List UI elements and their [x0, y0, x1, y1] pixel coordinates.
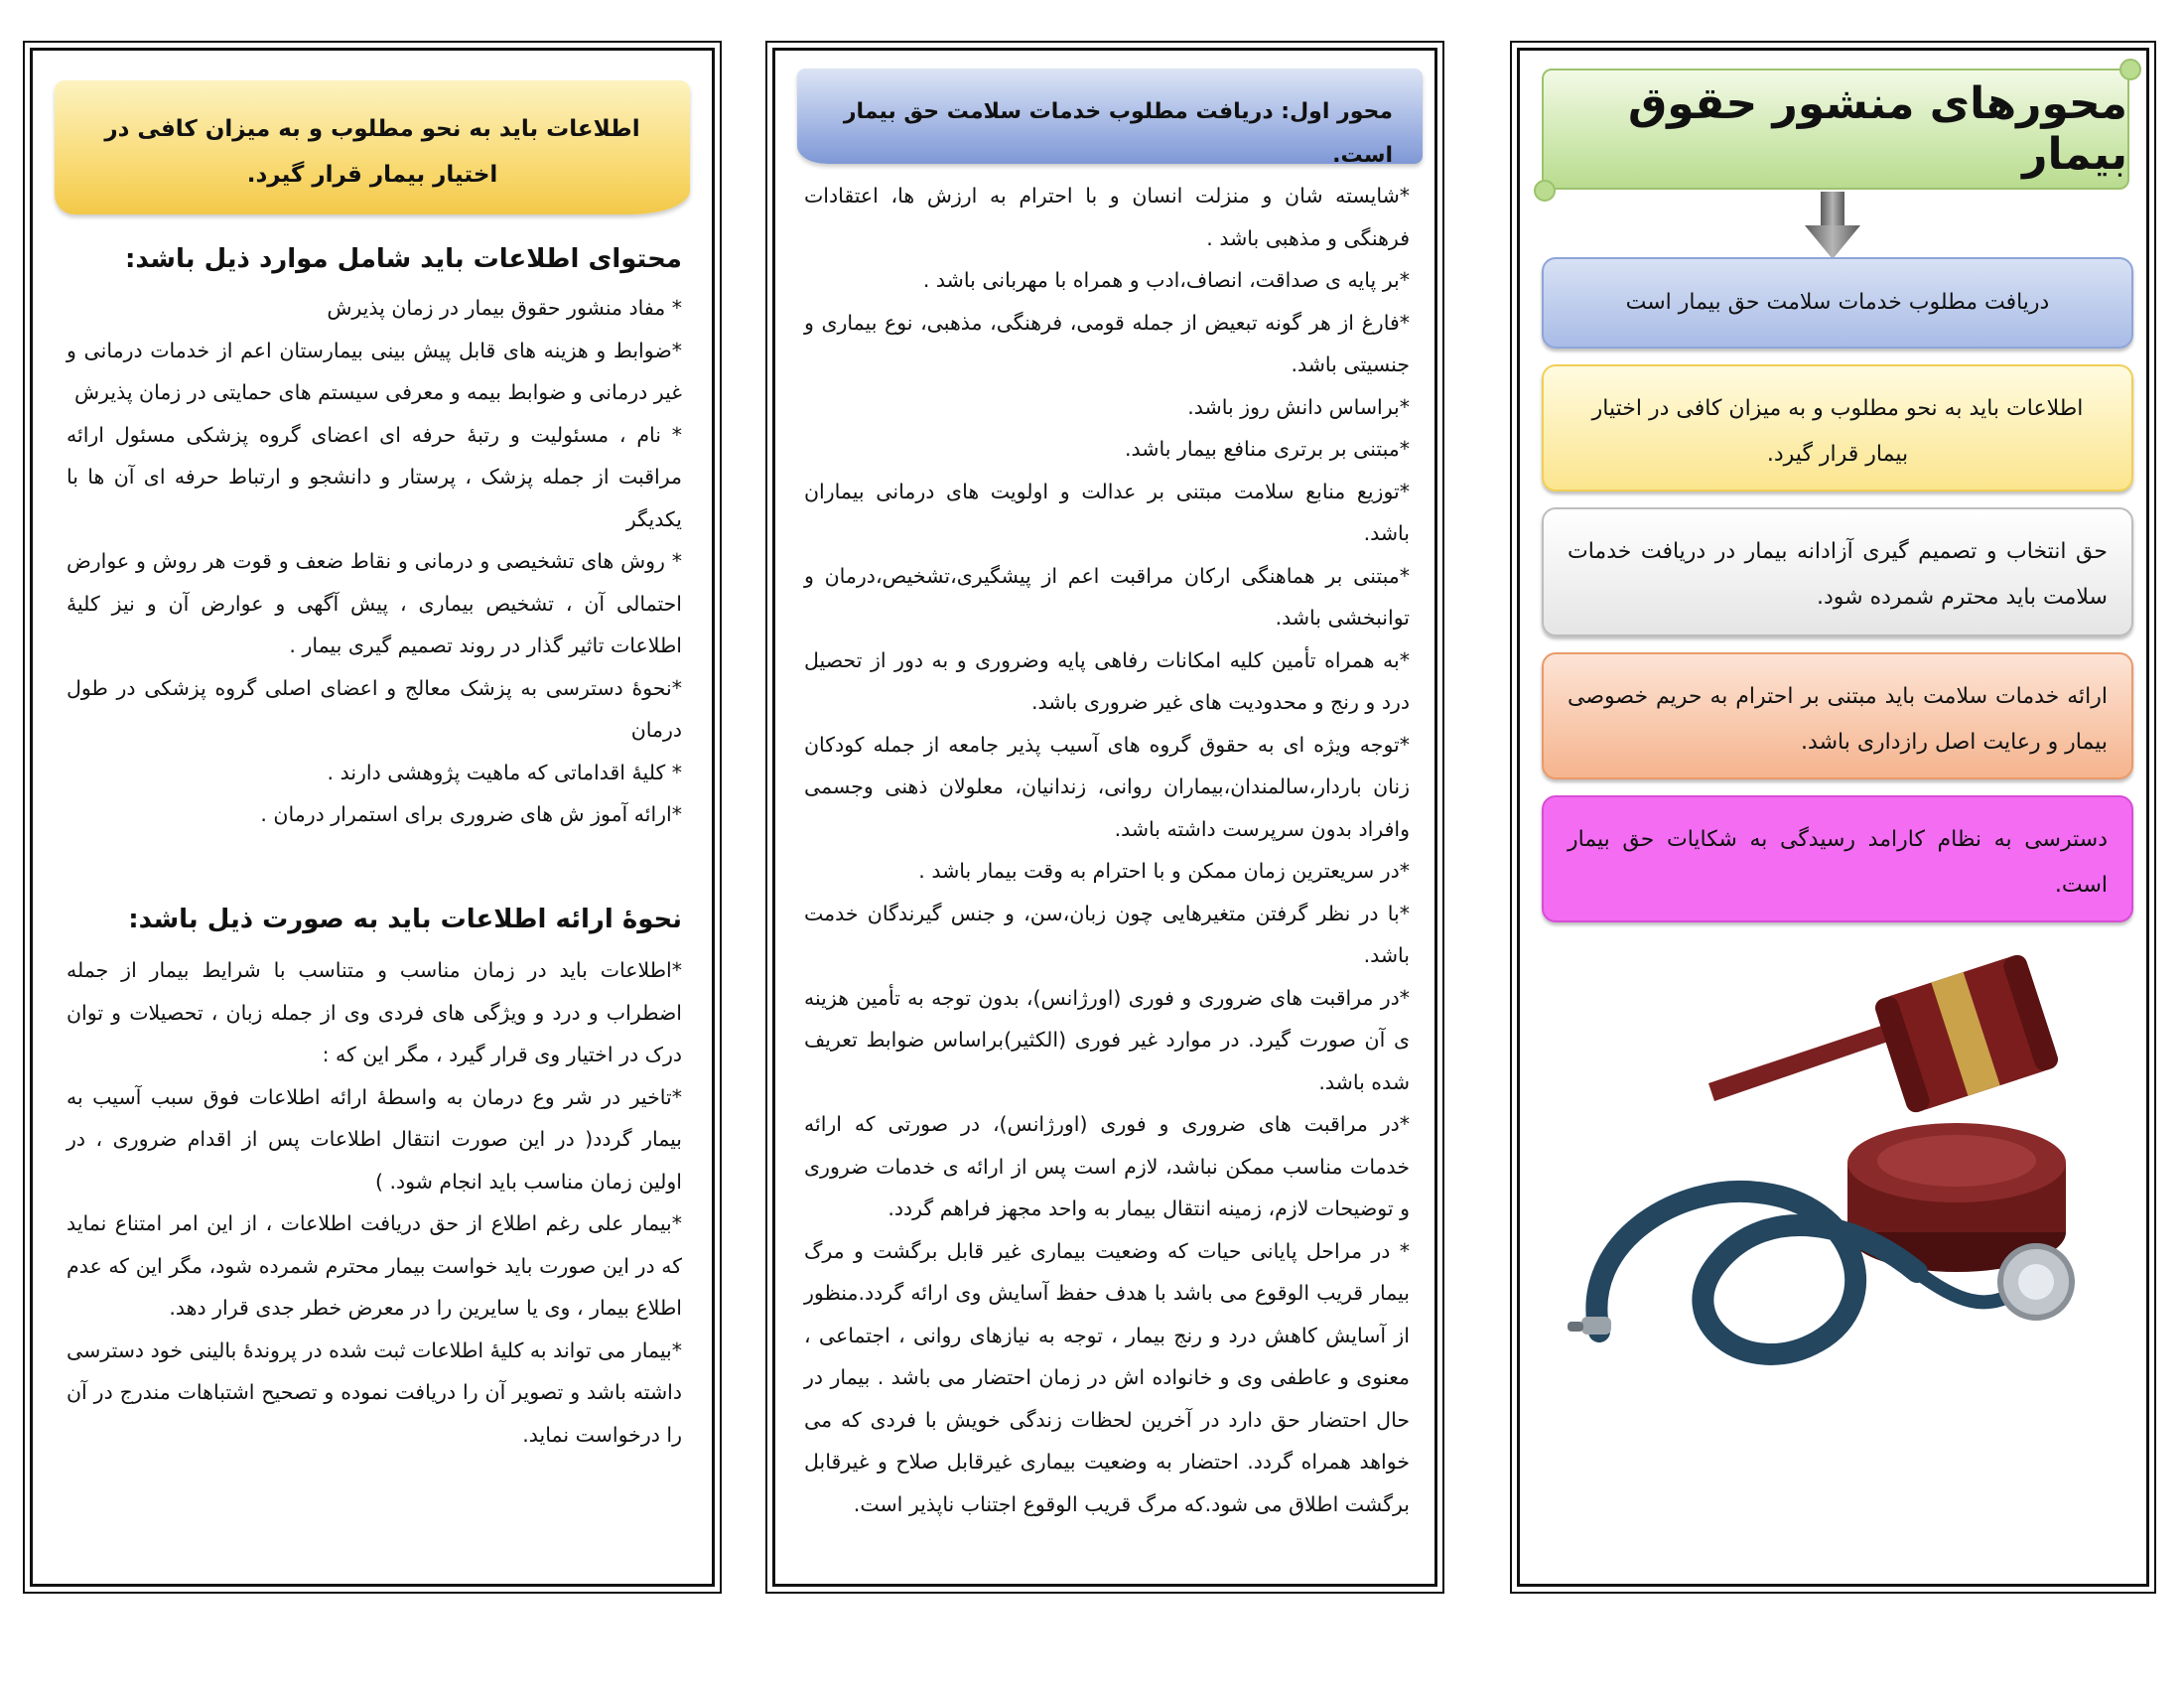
right-panel: [1517, 48, 2149, 1587]
brochure-title: محورهای منشور حقوق بیمار: [1627, 78, 2127, 180]
list-item: *شایسته شان و منزلت انسان و با احترام به ارزش ها، اعتقادات فرهنگی و مذهبی باشد .: [804, 184, 1410, 250]
list-item: *در سریعترین زمان ممکن و با احترام به وقت بیمار باشد .: [918, 859, 1410, 883]
list-item: *در مراقبت های ضروری و فوری (اورژانس)، بدون توجه به تأمین هزینه ی آن صورت گیرد. در موارد غیر فوری (الکثیر)براساس ضوابط تعریف شده باشد.: [804, 985, 1410, 1094]
axis-card-text: دسترسی به نظام کارامد رسیدگی به شکایات حق بیمار است.: [1568, 827, 2108, 898]
list-item: *با در نظر گرفتن متغیرهایی چون زبان،سن، و جنس گیرندگان خدمت باشد.: [804, 901, 1410, 967]
list-item: *مبتنی بر برتری منافع بیمار باشد.: [1125, 437, 1410, 461]
section1-list: [67, 287, 682, 836]
list-item: *تاخیر در شر وع درمان به واسطۀ ارائه اطلاعات فوق سبب آسیب به بیمار گردد( در این صورت انتقال اطلاعات پس از اقدام ضروری ، در اولین زمان مناسب باید انجام شود. ): [67, 1084, 682, 1194]
scroll-curl-icon: [2119, 59, 2141, 80]
list-item: * در مراحل پایانی حیات که وضعیت بیماری غیر قابل برگشت و مرگ بیمار قریب الوقوع می باشد با هدف حفظ آسایش وی ارائه گردد.منظور از آسایش کاهش درد و رنج بیمار ، توجه به نیازهای روانی ، اجتماعی ، معنوی و عاطفی وی و خانواده اش در زمان احتضار می باشد . بیمار در حال احتضار حق دارد در آخرین لحظات زندگی خویش با فردی که می خواهد همراه گردد. احتضار به وضعیت بیماری غیرقابل صلاح و غیرقابل برگشت اطلاق می شود.که مرگ قریب الوقوع اجتناب ناپذیر است.: [804, 1238, 1410, 1516]
list-item: *بر پایه ی صداقت، انصاف،ادب و همراه با مهربانی باشد .: [922, 268, 1410, 292]
list-item: *در مراقبت های ضروری و فوری (اورژانس)، در صورتی که ارائه خدمات مناسب ممکن نباشد، لازم است پس از ارائه ی خدمات ضروری و توضیحات لازم، زمینه انتقال بیمار به واحد مجهز فراهم گردد.: [804, 1112, 1410, 1220]
list-item: *ارائه آموز ش های ضروری برای استمرار درمان .: [260, 802, 682, 826]
axis-card-1: [1542, 257, 2133, 349]
section1-title: محتوای اطلاعات باید شامل موارد ذیل باشد:: [125, 244, 682, 274]
axis-one-banner: محور اول: دریافت مطلوب خدمات سلامت حق بیمار است.: [797, 69, 1423, 164]
brochure-title-banner: [1542, 69, 2129, 190]
axis-card-text: حق انتخاب و تصمیم گیری آزادانه بیمار در دریافت خدمات سلامت باید محترم شمرده شود.: [1568, 539, 2108, 610]
list-item: *توجه ویژه ای به حقوق گروه های آسیب پذیر جامعه از جمله کودکان زنان باردار،سالمندان،بیماران روانی، زندانیان، معلولان ذهنی وجسمی وافراد بدون سرپرست داشته باشد.: [804, 732, 1410, 841]
axis-card-2: [1542, 364, 2133, 492]
section2-title: نحوۀ ارائه اطلاعات باید به صورت ذیل باشد:: [128, 905, 682, 934]
list-item: *بیمار می تواند به کلیۀ اطلاعات ثبت شده در پروندۀ بالینی خود دسترسی داشته باشد و تصویر آن را دریافت نموده و تصحیح اشتباهات مندرج در آن را درخواست نماید.: [67, 1337, 682, 1447]
list-item: * روش های تشخیصی و درمانی و نقاط ضعف و قوت هر روش و عوارض احتمالی آن ، تشخیص بیماری ، پیش آگهی و عوارض آن و نیز کلیۀ اطلاعات تاثیر گذار در روند تصمیم گیری بیمار .: [67, 549, 682, 657]
axis-card-text: ارائه خدمات سلامت باید مبتنی بر احترام به حریم خصوصی بیمار و رعایت اصل رازداری باشد.: [1568, 684, 2108, 755]
axis-card-3: [1542, 507, 2133, 636]
axis-card-text: اطلاعات باید به نحو مطلوب و به میزان کافی در اختیار بیمار قرار گیرد.: [1591, 396, 2084, 467]
gavel-stethoscope-icon: [1560, 944, 2116, 1411]
list-item: *بیمار علی رغم اطلاع از حق دریافت اطلاعات ، از این امر امتناع نماید که در این صورت باید خواست بیمار محترم شمرده شود، مگر این که عدم اطلاع بیمار ، وی یا سایرین را در معرض خطر جدی قرار دهد.: [67, 1211, 682, 1320]
list-item: *نحوۀ دسترسی به پزشک معالج و اعضای اصلی گروه پزشکی در طول درمان: [67, 675, 682, 742]
scroll-curl-icon: [1534, 180, 1556, 202]
list-item: * نام ، مسئولیت و رتبۀ حرفه ای اعضای گروه پزشکی مسئول ارائه مراقبت از جمله پزشک ، پرستار و دانشجو و ارتباط حرفه ای آن ها با یکدیگر: [67, 422, 682, 531]
list-item: *مبتنی بر هماهنگی ارکان مراقبت اعم از پیشگیری،تشخیص،درمان و توانبخشی باشد.: [804, 563, 1410, 630]
info-banner: اطلاعات باید به نحو مطلوب و به میزان کافی در اختیار بیمار قرار گیرد.: [55, 80, 690, 214]
list-item: *فارغ از هر گونه تبعیض از جمله قومی، فرهنگی، مذهبی، نوع بیماری و جنسیتی باشد.: [804, 310, 1410, 376]
list-item: *اطلاعات باید در زمان مناسب و متناسب با شرایط بیمار از جمله اضطراب و درد و ویژگی های فردی وی از جمله زبان ، تحصیلات و توان درک در اختیار وی قرار گیرد ، مگر این که :: [67, 958, 682, 1066]
middle-panel: [772, 48, 1437, 1587]
list-item: * کلیۀ اقداماتی که ماهیت پژوهشی دارند .: [327, 760, 682, 784]
list-item: *براساس دانش روز باشد.: [1187, 394, 1410, 419]
axis-card-4: [1542, 652, 2133, 779]
axis-one-list: [804, 175, 1410, 1525]
list-item: * مفاد منشور حقوق بیمار در زمان پذیرش: [327, 296, 682, 320]
list-item: *ضوابط و هزینه های قابل پیش بینی بیمارستان اعم از خدمات درمانی و غیر درمانی و ضوابط بیمه و معرفی سیستم های حمایتی در زمان پذیرش: [67, 338, 682, 404]
list-item: *به همراه تأمین کلیه امکانات رفاهی پایه وضروری و به دور از تحصیل درد و رنج و محدودیت های غیر ضروری باشد.: [804, 647, 1410, 714]
down-arrow-icon: [1803, 192, 1862, 261]
left-panel: [30, 48, 715, 1587]
axis-card-text: دریافت مطلوب خدمات سلامت حق بیمار است: [1625, 290, 2050, 315]
list-item: *توزیع منابع سلامت مبتنی بر عدالت و اولویت های درمانی بیماران باشد.: [804, 479, 1410, 545]
axis-card-5: [1542, 795, 2133, 922]
section2-list: [67, 949, 682, 1456]
